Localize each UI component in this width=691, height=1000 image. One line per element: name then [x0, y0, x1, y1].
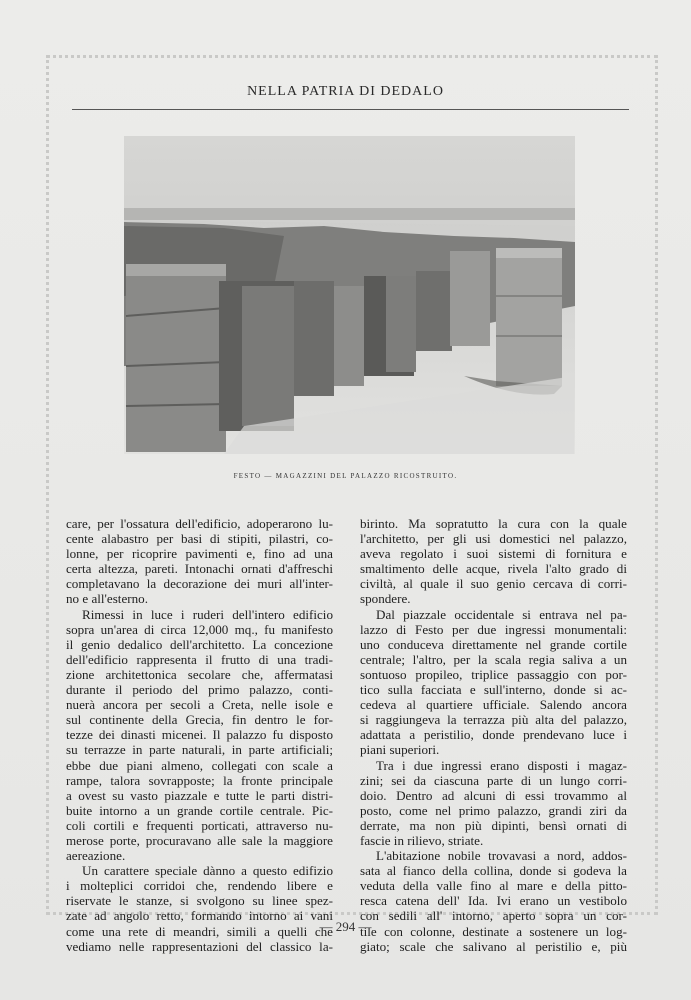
text-line: birinto. Ma sopratutto la cura con la quale	[360, 516, 627, 531]
text-line: sopra un'area di circa 12,000 mq., fu manifesto	[66, 621, 333, 637]
ruins-photograph	[124, 136, 575, 454]
text-line: con sedili all' intorno, aperto sopra un cor-	[360, 908, 627, 924]
text-line: i molteplici corridoi che, rendendo libere e	[66, 878, 333, 894]
text-line: zini; sei da ciascuna parte di un lungo corri-	[360, 772, 627, 788]
text-line: l'architetto, per gli usi domestici nel palazzo,	[360, 531, 627, 547]
text-line: resca catena dell' Ida. Ivi erano un vestibolo	[360, 893, 627, 909]
text-line: Dal piazzale occidentale si entrava nel pa-	[376, 606, 627, 622]
header-rule	[72, 109, 629, 110]
text-line: tile con colonne, destinate a sostenere un log-	[360, 923, 627, 939]
text-line: rampe, talora sovrapposte; la fronte principale	[66, 772, 333, 788]
paragraph	[360, 758, 627, 849]
paragraph	[360, 516, 627, 607]
text-line: L'abitazione nobile trovavasi a nord, addos-	[376, 848, 627, 864]
text-line: posto, come nel primo palazzo, grandi ziri da	[360, 802, 627, 818]
text-line: fascie in rilievo, striate.	[360, 832, 484, 848]
text-line: buite intorno a un grande cortile centrale. Pic-	[66, 802, 333, 818]
text-line: coli cortili e frequenti porticati, attraverso nu-	[66, 817, 333, 833]
right-text-column	[360, 516, 627, 954]
paragraph	[66, 607, 333, 864]
text-line: piani superiori.	[360, 742, 440, 758]
text-line: tezze dei dinasti micenei. Il palazzo fu disposto	[66, 727, 333, 743]
text-line: Rimessi in luce i ruderi dell'intero edificio	[82, 606, 333, 622]
text-line: tico sulla facciata e sull'interno, donde si ac-	[360, 682, 627, 698]
text-line: derrate, ma non più dipinti, bensì ornati di	[360, 817, 627, 833]
text-line: si raggiungeva la terrazza più alta del palazzo,	[360, 712, 627, 728]
text-line: ebbe due piani almeno, collegati con scale a	[66, 757, 333, 773]
left-text-column	[66, 516, 333, 954]
text-line: come una rete di meandri, simili a quelli che	[66, 923, 333, 939]
text-line: giato; scale che salivano al peristilio e, più	[360, 938, 627, 954]
text-line: merose porte, procuravano alle sale la maggiore	[66, 832, 333, 848]
ruins-photo-image	[124, 136, 575, 454]
text-line: il genio dedalico dell'architetto. La concezione	[66, 636, 333, 652]
text-line: a ovest su vasto piazzale e tutte le parti distri-	[66, 787, 333, 803]
text-line: spondere.	[360, 591, 411, 607]
page-number: — 294 —	[319, 919, 372, 934]
paragraph	[66, 516, 333, 607]
text-line: adattata a peristilio, donde prendevano luce i	[360, 727, 627, 743]
text-line: zione architettonica secolare che, affermatasi	[66, 666, 333, 682]
text-line: smaltimento delle acque, rivela l'alto grado di	[360, 561, 627, 577]
text-line: durante il periodo del primo palazzo, conti-	[66, 682, 333, 698]
paragraph	[66, 863, 333, 954]
text-line: zate ad angolo retto, formando intorno ai vani	[66, 908, 333, 924]
text-line: aereazione.	[66, 848, 126, 864]
text-line: no e all'esterno.	[66, 591, 148, 607]
text-line: care, per l'ossatura dell'edificio, adoperarono lu-	[66, 516, 333, 531]
text-line: lonne, per ricoprire pavimenti e, fino ad una	[66, 546, 333, 562]
text-line: Tra i due ingressi erano disposti i magaz-	[376, 757, 627, 773]
text-line: su terrazze in parte naturali, in parte artificiali;	[66, 742, 333, 758]
text-line: aveva regolato i suoi sistemi di fornitura e	[360, 546, 627, 562]
text-line: sata al fianco della collina, donde si godeva la	[360, 863, 627, 879]
text-line: centrale; l'altro, per la scala regia saliva a un	[360, 651, 627, 667]
text-line: cente alabastro per basi di stipiti, pilastri, co-	[66, 531, 333, 547]
text-line: lazzo di Festo per due ingressi monumentali:	[360, 621, 627, 637]
figure-caption: FESTO — MAGAZZINI DEL PALAZZO RICOSTRUITO.	[233, 472, 458, 480]
paragraph	[360, 607, 627, 758]
text-line: nuerà ancora per secoli a Creta, nelle isole e	[66, 697, 333, 713]
text-line: civiltà, al quale il suo genio cercava di corri-	[360, 576, 627, 592]
text-line: veduta della valle fino al mare e della pitto-	[360, 878, 627, 894]
text-line: riservate le stanze, si svolgono su linee spez-	[66, 893, 333, 909]
running-header: NELLA PATRIA DI DEDALO	[247, 84, 444, 99]
text-line: uno conduceva direttamente nel grande cortile	[360, 636, 627, 652]
text-line: certa altezza, pareti. Intonachi ornati d'affreschi	[66, 561, 333, 577]
text-line: completavano la decorazione dei muri all'inter-	[66, 576, 333, 592]
text-line: dell'edificio rappresenta il frutto di una tradi-	[66, 651, 333, 667]
text-line: doio. Dentro ad alcuni di essi trovammo al	[360, 787, 627, 803]
paragraph	[360, 848, 627, 954]
text-line: Un carattere speciale dànno a questo edifizio	[82, 863, 333, 879]
text-line: vediamo nelle rappresentazioni del classico la-	[66, 938, 333, 954]
text-line: sul continente della Grecia, fin dentro le for-	[66, 712, 333, 728]
text-line: sontuoso propileo, triplice passaggio con por-	[360, 666, 627, 682]
text-line: cedeva al quartiere ufficiale. Salendo ancora	[360, 697, 627, 713]
